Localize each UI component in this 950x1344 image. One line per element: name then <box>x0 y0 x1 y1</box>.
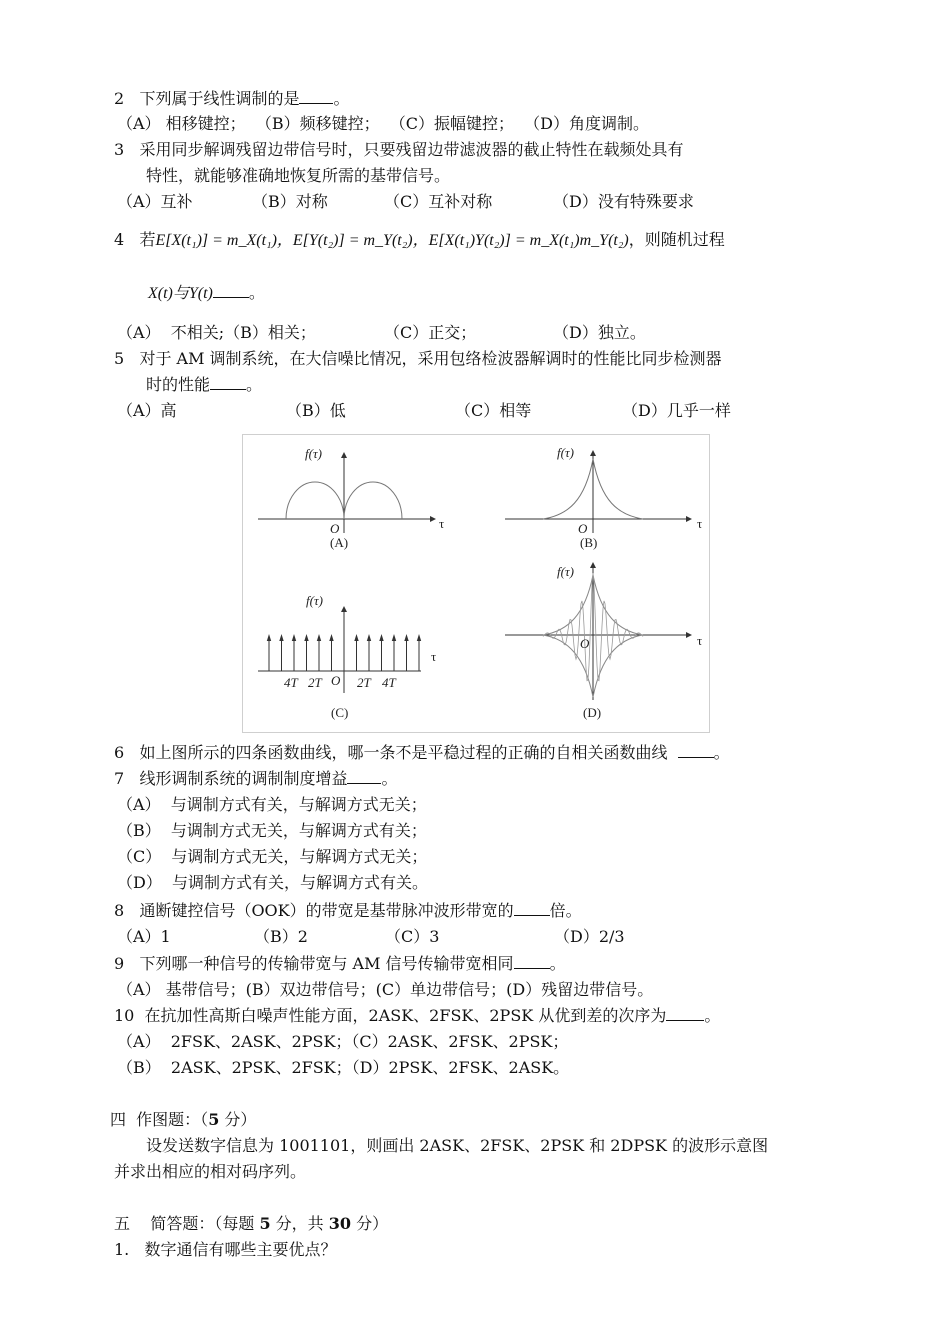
q7-end: 。 <box>381 769 398 788</box>
q9-end: 。 <box>549 954 566 973</box>
q4-num: 4 若 <box>114 230 156 249</box>
q3-option-b: （B）对称 <box>252 192 328 211</box>
q9-stem <box>114 953 566 975</box>
q10-options-bd: （B） 2ASK、2PSK、2FSK；（D）2PSK、2FSK、2ASK。 <box>117 1058 570 1077</box>
answer-blank <box>213 282 249 298</box>
q4-end: 。 <box>248 283 265 302</box>
q5-end: 。 <box>246 375 263 394</box>
q7-stem <box>114 768 397 790</box>
q9-stem-text: 9 下列哪一种信号的传输带宽与 AM 信号传输带宽相同 <box>114 954 514 973</box>
graph-a-caption: (A) <box>330 535 349 550</box>
q7-option-d: （D） 与调制方式有关，与解调方式有关。 <box>117 873 429 892</box>
answer-blank <box>347 768 381 784</box>
q5-option-c: （C）相等 <box>455 401 532 420</box>
graph-a <box>258 446 444 550</box>
impulse-arrowhead <box>367 634 371 641</box>
impulse-arrowhead <box>317 634 321 641</box>
q8-option-b: （B）2 <box>254 927 308 946</box>
graph-a-xlabel: τ <box>439 516 445 531</box>
section5-title-pre: 五 简答题：（每题 <box>114 1214 260 1233</box>
autocorrelation-figure <box>242 434 710 733</box>
answer-blank <box>514 900 550 916</box>
q5-option-a: （A）高 <box>117 401 177 420</box>
graph-c-ylabel: f(τ) <box>306 593 323 608</box>
q4-processes: X(t)与Y(t) <box>148 285 213 302</box>
graph-b <box>505 445 702 550</box>
q5-stem-line2 <box>146 374 262 396</box>
q2-stem <box>114 88 349 110</box>
impulse-arrowhead <box>392 634 396 641</box>
q3-stem-line2: 特性，就能够准确地恢复所需的基带信号。 <box>146 166 451 185</box>
impulse-arrowhead <box>292 634 296 641</box>
graph-b-xlabel: τ <box>697 516 703 531</box>
graph-b-origin: O <box>578 521 588 536</box>
graph-c <box>258 593 436 720</box>
q4-tail: ，则随机过程 <box>628 230 725 249</box>
q8-option-d: （D）2/3 <box>554 927 625 946</box>
q10-stem-text: 10 在抗加性高斯白噪声性能方面，2ASK、2FSK、2PSK 从优到差的次序为 <box>114 1006 667 1025</box>
graph-c-tick-4t: 4T <box>382 675 396 690</box>
q4-stem <box>114 229 725 252</box>
section4-body-line2: 并求出相应的相对码序列。 <box>114 1162 307 1181</box>
impulse-arrowhead <box>267 634 271 641</box>
graph-c-caption: (C) <box>331 705 349 720</box>
impulse-arrowhead <box>417 634 421 641</box>
q3-option-d: （D）没有特殊要求 <box>553 192 694 211</box>
q7-option-c: （C） 与调制方式无关，与解调方式无关； <box>117 847 428 866</box>
q2-options: （A） 相移键控； （B）频移键控； （C）振幅键控； （D）角度调制。 <box>117 114 649 133</box>
q8-stem-text: 8 通断键控信号（OOK）的带宽是基带脉冲波形带宽的 <box>114 901 514 920</box>
q7-option-b: （B） 与调制方式无关，与解调方式有关； <box>117 821 427 840</box>
q10-options-ac: （A） 2FSK、2ASK、2PSK；（C）2ASK、2FSK、2PSK； <box>117 1032 569 1051</box>
graph-a-origin: O <box>330 521 340 536</box>
q3-stem-line1: 3 采用同步解调残留边带信号时，只要残留边带滤波器的截止特性在载频处具有 <box>114 140 684 159</box>
q6-stem <box>114 742 730 764</box>
q4-formula: E[X(t₁)] = m_X(t₁)，E[Y(t₂)] = m_Y(t₂)，E[X(t₁)Y(t₂)] = m_X(t₁)m_Y(t₂) <box>155 232 629 249</box>
answer-blank <box>666 1005 704 1021</box>
graph-d-origin: O <box>580 636 590 651</box>
section4-body-line1: 设发送数字信息为 1001101，则画出 2ASK、2FSK、2PSK 和 2DPSK 的波形示意图 <box>146 1136 769 1155</box>
graph-d-caption: (D) <box>583 705 602 720</box>
section5-score-total: 30 <box>328 1214 352 1233</box>
graph-c-origin: O <box>331 673 341 688</box>
section4-title-post: 分） <box>219 1110 257 1129</box>
graph-d <box>505 563 702 720</box>
q6-stem-text: 6 如上图所示的四条函数曲线，哪一条不是平稳过程的正确的自相关函数曲线 <box>114 743 668 762</box>
section4-title-pre: 四 作图题：（ <box>110 1110 209 1129</box>
q10-end: 。 <box>704 1006 721 1025</box>
graph-c-tick-neg2t: 2T <box>308 675 322 690</box>
impulse-arrowhead <box>304 634 308 641</box>
q2-stem-text: 2 下列属于线性调制的是 <box>114 89 300 108</box>
answer-blank <box>678 742 714 758</box>
section5-title-mid: 分，共 <box>270 1214 329 1233</box>
graph-c-xlabel: τ <box>431 649 437 664</box>
q6-end: 。 <box>713 743 730 762</box>
q3-option-a: （A）互补 <box>117 192 193 211</box>
q3-option-c: （C）互补对称 <box>384 192 493 211</box>
q10-stem <box>114 1005 720 1027</box>
graph-d-xlabel: τ <box>697 633 703 648</box>
answer-blank <box>210 374 246 390</box>
q8-end: 倍。 <box>549 901 582 920</box>
answer-blank <box>514 953 550 969</box>
impulse-arrowhead <box>404 634 408 641</box>
figure-svg <box>243 435 709 732</box>
q8-stem <box>114 900 582 922</box>
q7-stem-text: 7 线形调制系统的调制制度增益 <box>114 769 348 788</box>
impulse-arrowhead <box>379 634 383 641</box>
q7-option-a: （A） 与调制方式有关，与解调方式无关； <box>117 795 427 814</box>
section4-score: 5 <box>208 1110 220 1129</box>
section5-title-post: 分） <box>351 1214 389 1233</box>
section5-question-1: 1. 数字通信有哪些主要优点？ <box>114 1240 337 1259</box>
q8-option-c: （C）3 <box>385 927 440 946</box>
graph-d-ylabel: f(τ) <box>557 564 574 579</box>
q9-options: （A） 基带信号；(B）双边带信号；(C）单边带信号；(D）残留边带信号。 <box>117 980 654 999</box>
answer-blank <box>299 88 333 104</box>
impulse-arrowhead <box>354 634 358 641</box>
graph-c-tick-neg4t: 4T <box>284 675 298 690</box>
q5-option-d: （D）几乎一样 <box>622 401 731 420</box>
graph-c-tick-2t: 2T <box>357 675 371 690</box>
graph-b-caption: (B) <box>580 535 598 550</box>
q2-end: 。 <box>333 89 350 108</box>
section4-title <box>110 1109 256 1131</box>
q4-line2 <box>148 282 265 305</box>
graph-b-ylabel: f(τ) <box>557 445 574 460</box>
impulse-arrowhead <box>329 634 333 641</box>
graph-a-ylabel: f(τ) <box>305 446 322 461</box>
q4-option-c: （C）正交； <box>384 323 477 342</box>
q4-option-d: （D）独立。 <box>553 323 646 342</box>
q8-option-a: （A）1 <box>117 927 171 946</box>
section5-title <box>114 1213 388 1235</box>
q5-stem-line1: 5 对于 AM 调制系统，在大信噪比情况，采用包络检波器解调时的性能比同步检测器 <box>114 349 722 368</box>
section5-score-each: 5 <box>259 1214 271 1233</box>
q5-option-b: （B）低 <box>286 401 346 420</box>
q4-option-ab: （A） 不相关;（B）相关； <box>117 323 316 342</box>
q5-stem2-text: 时的性能 <box>146 375 211 394</box>
impulse-arrowhead <box>279 634 283 641</box>
